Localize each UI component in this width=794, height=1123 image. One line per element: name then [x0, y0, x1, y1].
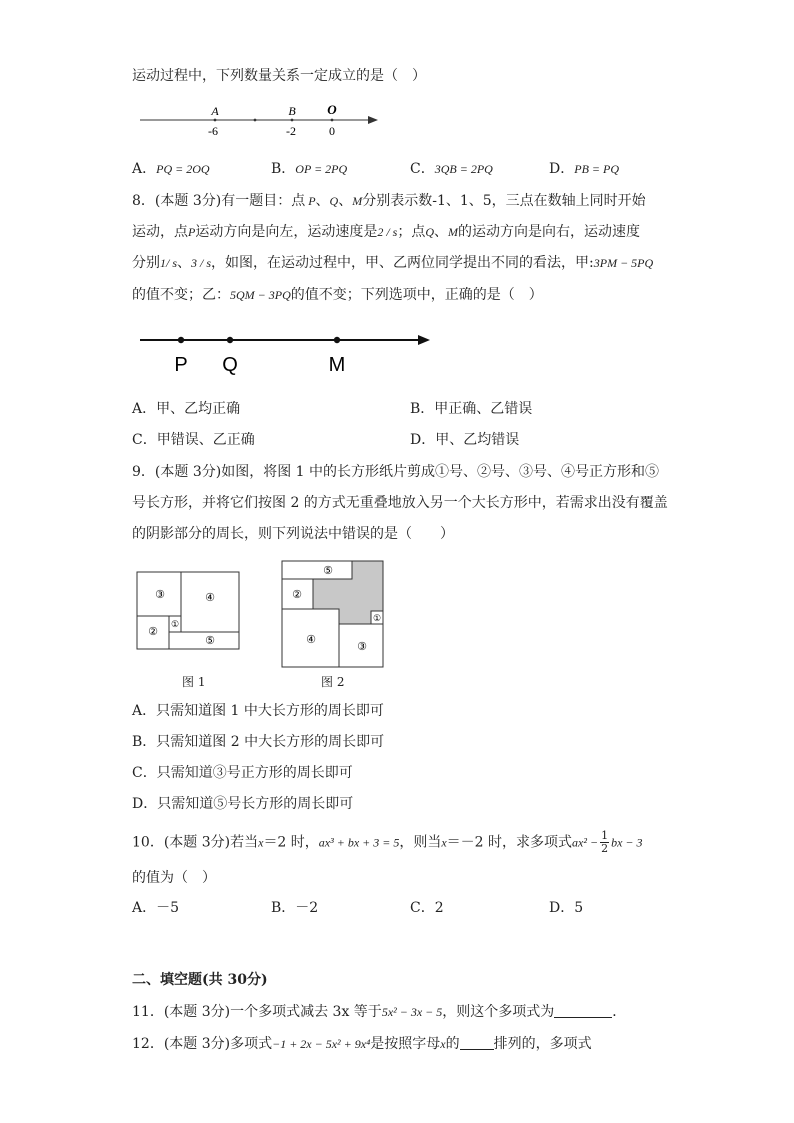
q7-label-a: A — [211, 104, 219, 118]
q8-line4: 的值不变；乙：5QM − 3PQ的值不变；下列选项中，正确的是（ ） — [132, 287, 543, 303]
fig2-caption: 图 2 — [321, 675, 345, 689]
fig2-piece-4: ④ — [306, 634, 316, 646]
section-2-heading: 二、填空题(共 30分) — [132, 972, 268, 988]
q7-option-d[interactable]: D．PB = PQ — [549, 161, 619, 177]
q7-stem: 运动过程中，下列数量关系一定成立的是（ ） — [132, 68, 426, 84]
q9-line2: 号长方形，并将它们按图 2 的方式无重叠地放入另一个大长方形中，若需求出没有覆盖 — [132, 495, 668, 511]
fig1-caption: 图 1 — [182, 675, 206, 689]
q10-option-d[interactable]: D．5 — [549, 900, 584, 916]
q8-point-p: P — [174, 354, 188, 376]
q8-line1: 8．(本题 3分)有一题目：点 P、Q、M分别表示数-1、1、5，三点在数轴上同时开始 — [132, 193, 646, 209]
q7-tick-o: 0 — [329, 124, 335, 138]
fig1-piece-5: ⑤ — [205, 635, 215, 647]
q10-option-a[interactable]: A．－5 — [132, 900, 180, 916]
q7-option-a[interactable]: A．PQ = 2OQ — [132, 161, 210, 177]
q8-option-a[interactable]: A．甲、乙均正确 — [132, 401, 241, 417]
q11-answer-blank[interactable] — [554, 1003, 612, 1018]
q8-option-b[interactable]: B．甲正确、乙错误 — [410, 401, 533, 417]
q8-point-q: Q — [222, 354, 238, 376]
q10-option-b[interactable]: B．－2 — [271, 900, 319, 916]
fig1-piece-4: ④ — [205, 592, 215, 604]
q10-option-c[interactable]: C．2 — [410, 900, 444, 916]
fig1-piece-1: ① — [170, 619, 180, 629]
fig2-piece-5: ⑤ — [323, 565, 333, 577]
q9-option-d[interactable]: D．只需知道⑤号长方形的周长即可 — [132, 796, 354, 812]
q8-line2: 运动，点P运动方向是向左，运动速度是2 / s；点Q、M的运动方向是向右，运动速度 — [132, 224, 641, 240]
q8-point-m: M — [328, 354, 346, 376]
fig1-piece-2: ② — [148, 626, 158, 638]
q9-option-c[interactable]: C．只需知道③号正方形的周长即可 — [132, 765, 353, 781]
q7-tick-b: -2 — [286, 124, 296, 138]
fig2-piece-3: ③ — [357, 641, 367, 653]
q11: 11．(本题 3分)一个多项式减去 3x 等于5x² − 3x − 5，则这个多项式为 ． — [132, 1004, 627, 1020]
q9-option-a[interactable]: A．只需知道图 1 中大长方形的周长即可 — [132, 703, 384, 719]
fig2-piece-1: ① — [372, 613, 382, 623]
q9-line1: 9．(本题 3分)如图，将图 1 中的长方形纸片剪成①号、②号、③号、④号正方形和⑤ — [132, 464, 659, 480]
q7-option-c[interactable]: C．3QB = 2PQ — [410, 161, 493, 177]
fig2-piece-2: ② — [292, 589, 302, 601]
q8-option-c[interactable]: C．甲错误、乙正确 — [132, 432, 255, 448]
q12-answer-blank[interactable] — [460, 1035, 494, 1050]
fig1-piece-3: ③ — [155, 589, 165, 601]
q10-line1: 10．(本题 3分)若当x＝2 时，ax³ + bx + 3 = 5，则当x＝－2 时，求多项式ax² − $\frac{1}{2}$ bx − 3 — [132, 829, 643, 855]
q7-tick-a: -6 — [208, 124, 218, 138]
q8-option-d[interactable]: D．甲、乙均错误 — [410, 432, 520, 448]
q12: 12．(本题 3分)多项式−1 + 2x − 5x² + 9x⁴是按照字母x的 排列的，多项式 — [132, 1036, 592, 1052]
q9-line3: 的阴影部分的周长，则下列说法中错误的是（ ） — [132, 526, 454, 542]
q7-option-b[interactable]: B．OP = 2PQ — [271, 161, 348, 177]
q8-line3: 分别1/ s、3 / s，如图，在运动过程中，甲、乙两位同学提出不同的看法，甲:3PM − 5PQ — [132, 255, 654, 271]
q7-label-b: B — [288, 104, 296, 118]
q9-option-b[interactable]: B．只需知道图 2 中大长方形的周长即可 — [132, 734, 385, 750]
q10-fraction: $\frac{1}{2}$ — [601, 829, 609, 855]
q7-label-o: O — [327, 102, 337, 117]
q10-line2: 的值为（ ） — [132, 870, 216, 886]
